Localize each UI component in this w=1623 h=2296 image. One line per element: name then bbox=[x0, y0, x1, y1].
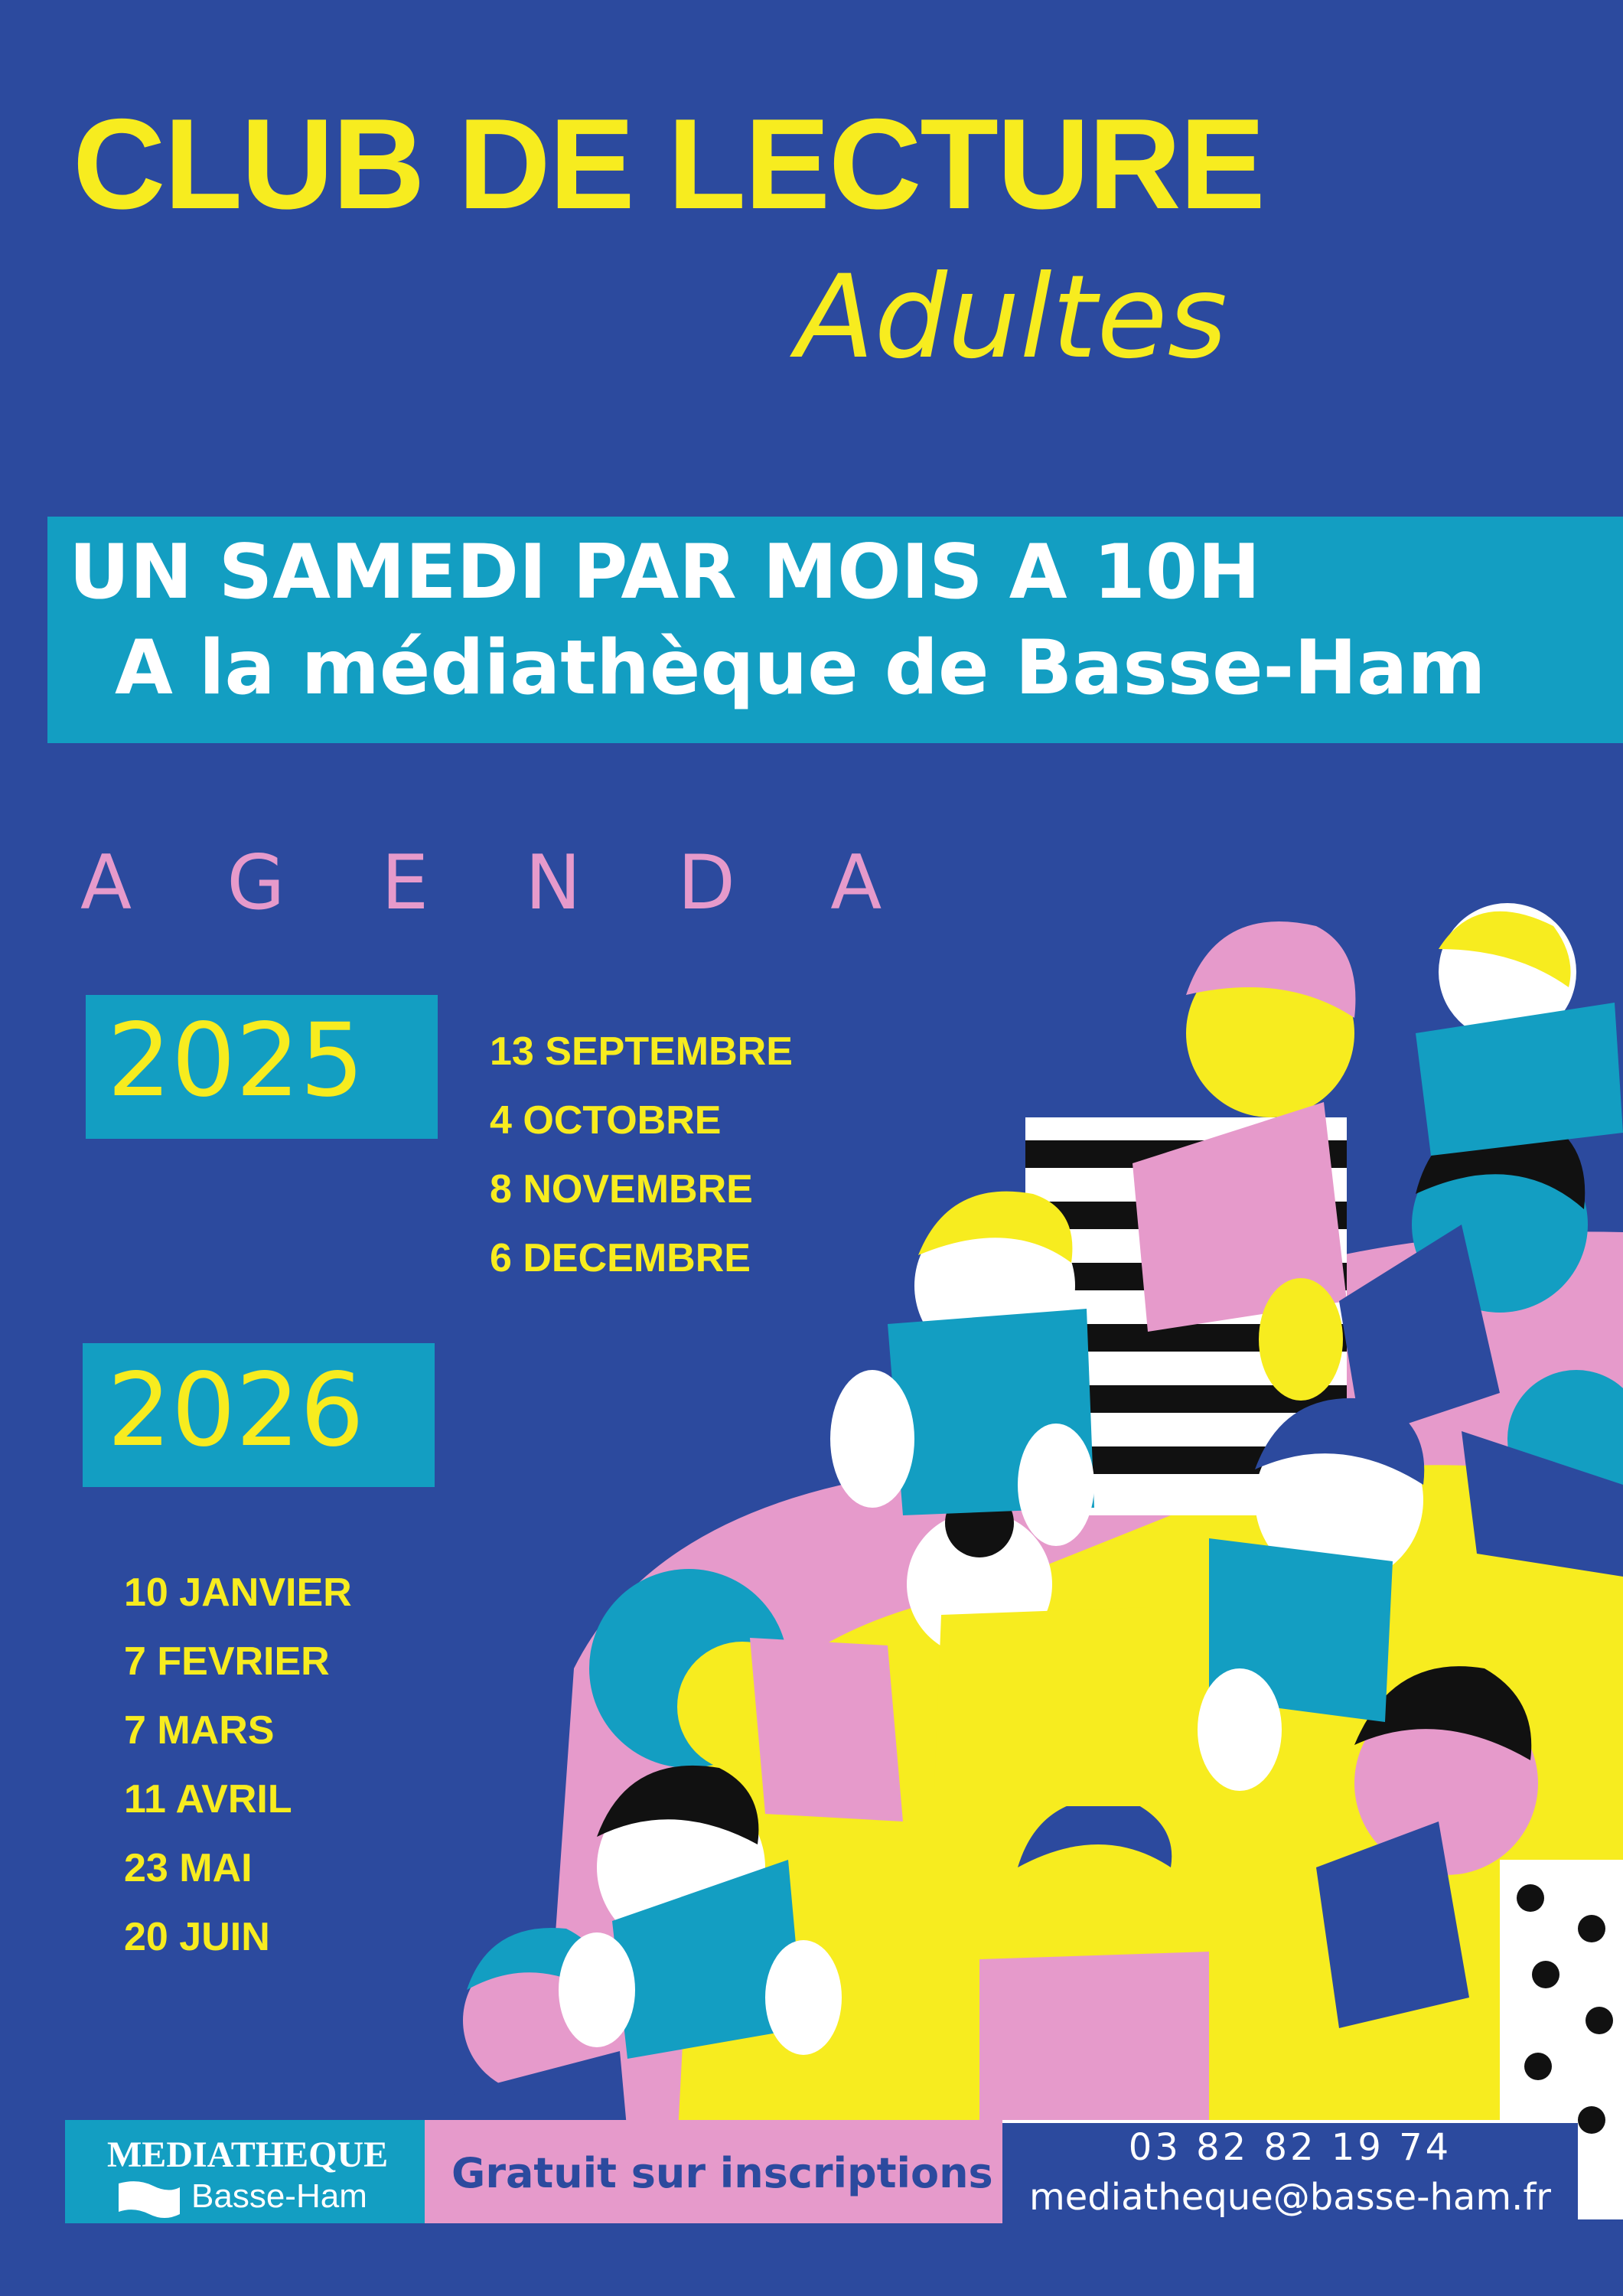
free-registration-text: Gratuit sur inscriptions bbox=[451, 2149, 993, 2197]
year-2025-label: 2025 bbox=[107, 1002, 364, 1120]
flag-icon bbox=[115, 2180, 184, 2226]
contact-phone: 03 82 82 19 74 bbox=[1128, 2126, 1452, 2169]
agenda-heading: AGENDA bbox=[80, 840, 979, 927]
date-item: 6 DECEMBRE bbox=[490, 1236, 751, 1280]
date-item: 20 JUIN bbox=[124, 1915, 270, 1959]
contact-email: mediatheque@basse-ham.fr bbox=[1029, 2176, 1551, 2219]
logo-text-town: Basse-Ham bbox=[191, 2177, 367, 2215]
date-item: 23 MAI bbox=[124, 1846, 253, 1890]
date-item: 4 OCTOBRE bbox=[490, 1098, 722, 1143]
date-item: 13 SEPTEMBRE bbox=[490, 1029, 793, 1074]
date-item: 8 NOVEMBRE bbox=[490, 1167, 753, 1212]
date-item: 7 FEVRIER bbox=[124, 1639, 330, 1684]
poster-title: CLUB DE LECTURE bbox=[73, 92, 1264, 236]
poster-subtitle: Adultes bbox=[796, 251, 1227, 384]
schedule-line-location: A la médiathèque de Basse-Ham bbox=[115, 625, 1486, 712]
date-item: 11 AVRIL bbox=[124, 1777, 292, 1821]
date-item: 7 MARS bbox=[124, 1708, 275, 1753]
schedule-line-frequency: UN SAMEDI PAR MOIS A 10H bbox=[69, 529, 1261, 616]
year-2026-label: 2026 bbox=[107, 1352, 364, 1469]
date-item: 10 JANVIER bbox=[124, 1570, 352, 1615]
logo-text-mediatheque: MEDIATHEQUE bbox=[107, 2135, 389, 2175]
